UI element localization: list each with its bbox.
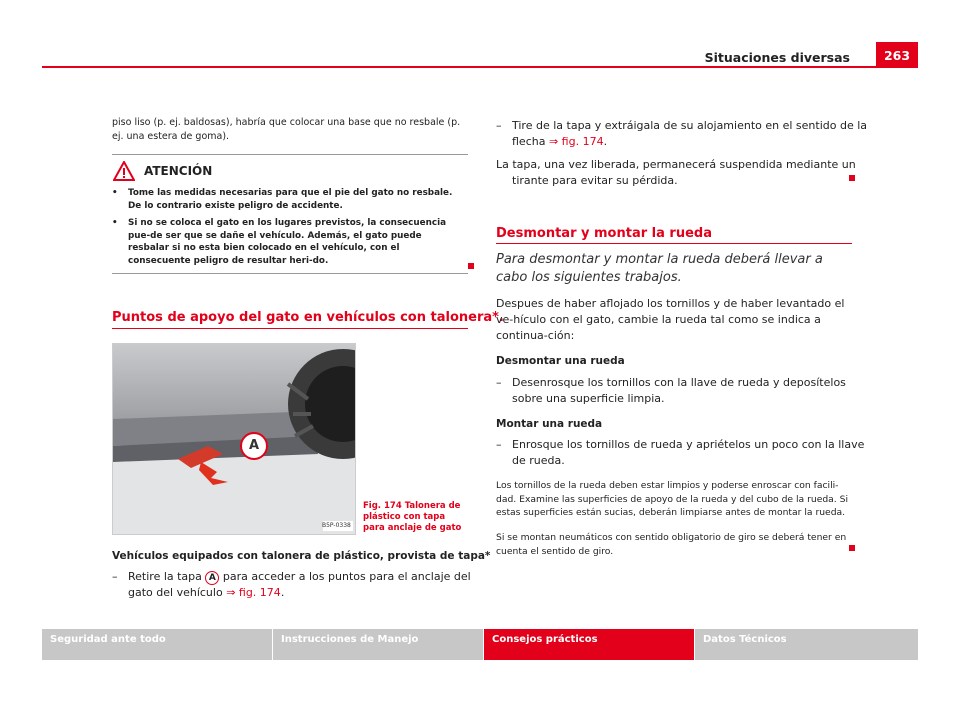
- dismount-step: – Desenrosque los tornillos con la llave de rueda y deposítelos sobre una superficie limpia.: [496, 376, 846, 405]
- tab-instrucciones[interactable]: Instrucciones de Manejo: [273, 629, 483, 660]
- step-cover-hangs: La tapa, una vez liberada, permanecerá suspendida mediante un tirante para evitar su pérdida.: [496, 158, 856, 187]
- warning-triangle-icon: [113, 161, 135, 185]
- end-of-section-square-icon: [849, 545, 855, 551]
- callout-a-marker: A: [240, 432, 268, 460]
- subheading-plastic-sill: Vehículos equipados con talonera de plástico, provista de tapa*: [112, 550, 491, 562]
- heading-rule: [112, 328, 468, 329]
- figure-code: B5P-0338: [322, 522, 351, 529]
- callout-a-inline: A: [205, 571, 219, 585]
- page-number: 263: [876, 42, 918, 68]
- wheel-paragraph: Despues de haber aflojado los tornillos y de haber levantado el ve-hículo con el gato, cambie la rueda tal como se indica a continua-ción:: [496, 297, 845, 342]
- mount-step: – Enrosque los tornillos de rueda y apriételos un poco con la llave de rueda.: [496, 438, 865, 467]
- note-bolts: Los tornillos de la rueda deben estar limpios y poderse enroscar con facili-dad. Examine las superficies de apoyo de la rueda y del cubo de la rueda. Si estas superficies están sucias, deberán limpiarse antes de montar la rueda.: [496, 480, 849, 518]
- mount-heading: Montar una rueda: [496, 418, 603, 430]
- step-pull-cover: – Tire de la tapa y extráigala de su alojamiento en el sentido de la flecha ⇒ fig. 174.: [496, 119, 868, 148]
- warning-item: • Tome las medidas necesarias para que el pie del gato no resbale. De lo contrario existe peligro de accidente.: [112, 188, 453, 211]
- figure-link[interactable]: ⇒ fig. 174: [226, 586, 281, 599]
- header-rule: [42, 66, 918, 68]
- section-title: Situaciones diversas: [704, 50, 850, 65]
- tab-consejos[interactable]: Consejos prácticos: [484, 629, 694, 660]
- section-heading-jack-points: Puntos de apoyo del gato en vehículos con talonera*.: [112, 310, 504, 325]
- end-of-section-square-icon: [468, 263, 474, 269]
- dismount-heading: Desmontar una rueda: [496, 355, 625, 367]
- footer-nav: [42, 629, 918, 660]
- figure-image: [112, 343, 356, 535]
- figure-link[interactable]: ⇒ fig. 174: [548, 135, 604, 148]
- warning-title: ATENCIÓN: [144, 164, 213, 178]
- end-of-section-square-icon: [849, 175, 855, 181]
- note-direction: Si se montan neumáticos con sentido obligatorio de giro se deberá tener en cuenta el sentido de giro.: [496, 532, 847, 557]
- tab-seguridad[interactable]: Seguridad ante todo: [42, 629, 272, 660]
- intro-text: piso liso (p. ej. baldosas), habría que colocar una base que no resbale (p. ej. una estera de goma).: [112, 117, 461, 142]
- figure-caption: Fig. 174 Talonera de plástico con tapa para anclaje de gato: [363, 501, 462, 533]
- warning-list: [112, 187, 464, 267]
- section-intro: Para desmontar y montar la rueda deberá llevar a cabo los siguientes trabajos.: [496, 252, 823, 285]
- heading-rule: [496, 243, 852, 244]
- warning-item: • Si no se coloca el gato en los lugares previstos, la consecuencia pue-de ser que se dañe el vehículo. Además, el gato puede resbalar si no esta bien colocado en el vehículo, con el consecuente peligro de resultar heri-do.: [112, 218, 447, 266]
- tab-datos[interactable]: Datos Técnicos: [695, 629, 918, 660]
- section-heading-wheel: Desmontar y montar la rueda: [496, 226, 712, 241]
- step-remove-cover: – Retire la tapa A para acceder a los puntos para el anclaje del gato del vehículo ⇒ fig. 174.: [112, 570, 471, 599]
